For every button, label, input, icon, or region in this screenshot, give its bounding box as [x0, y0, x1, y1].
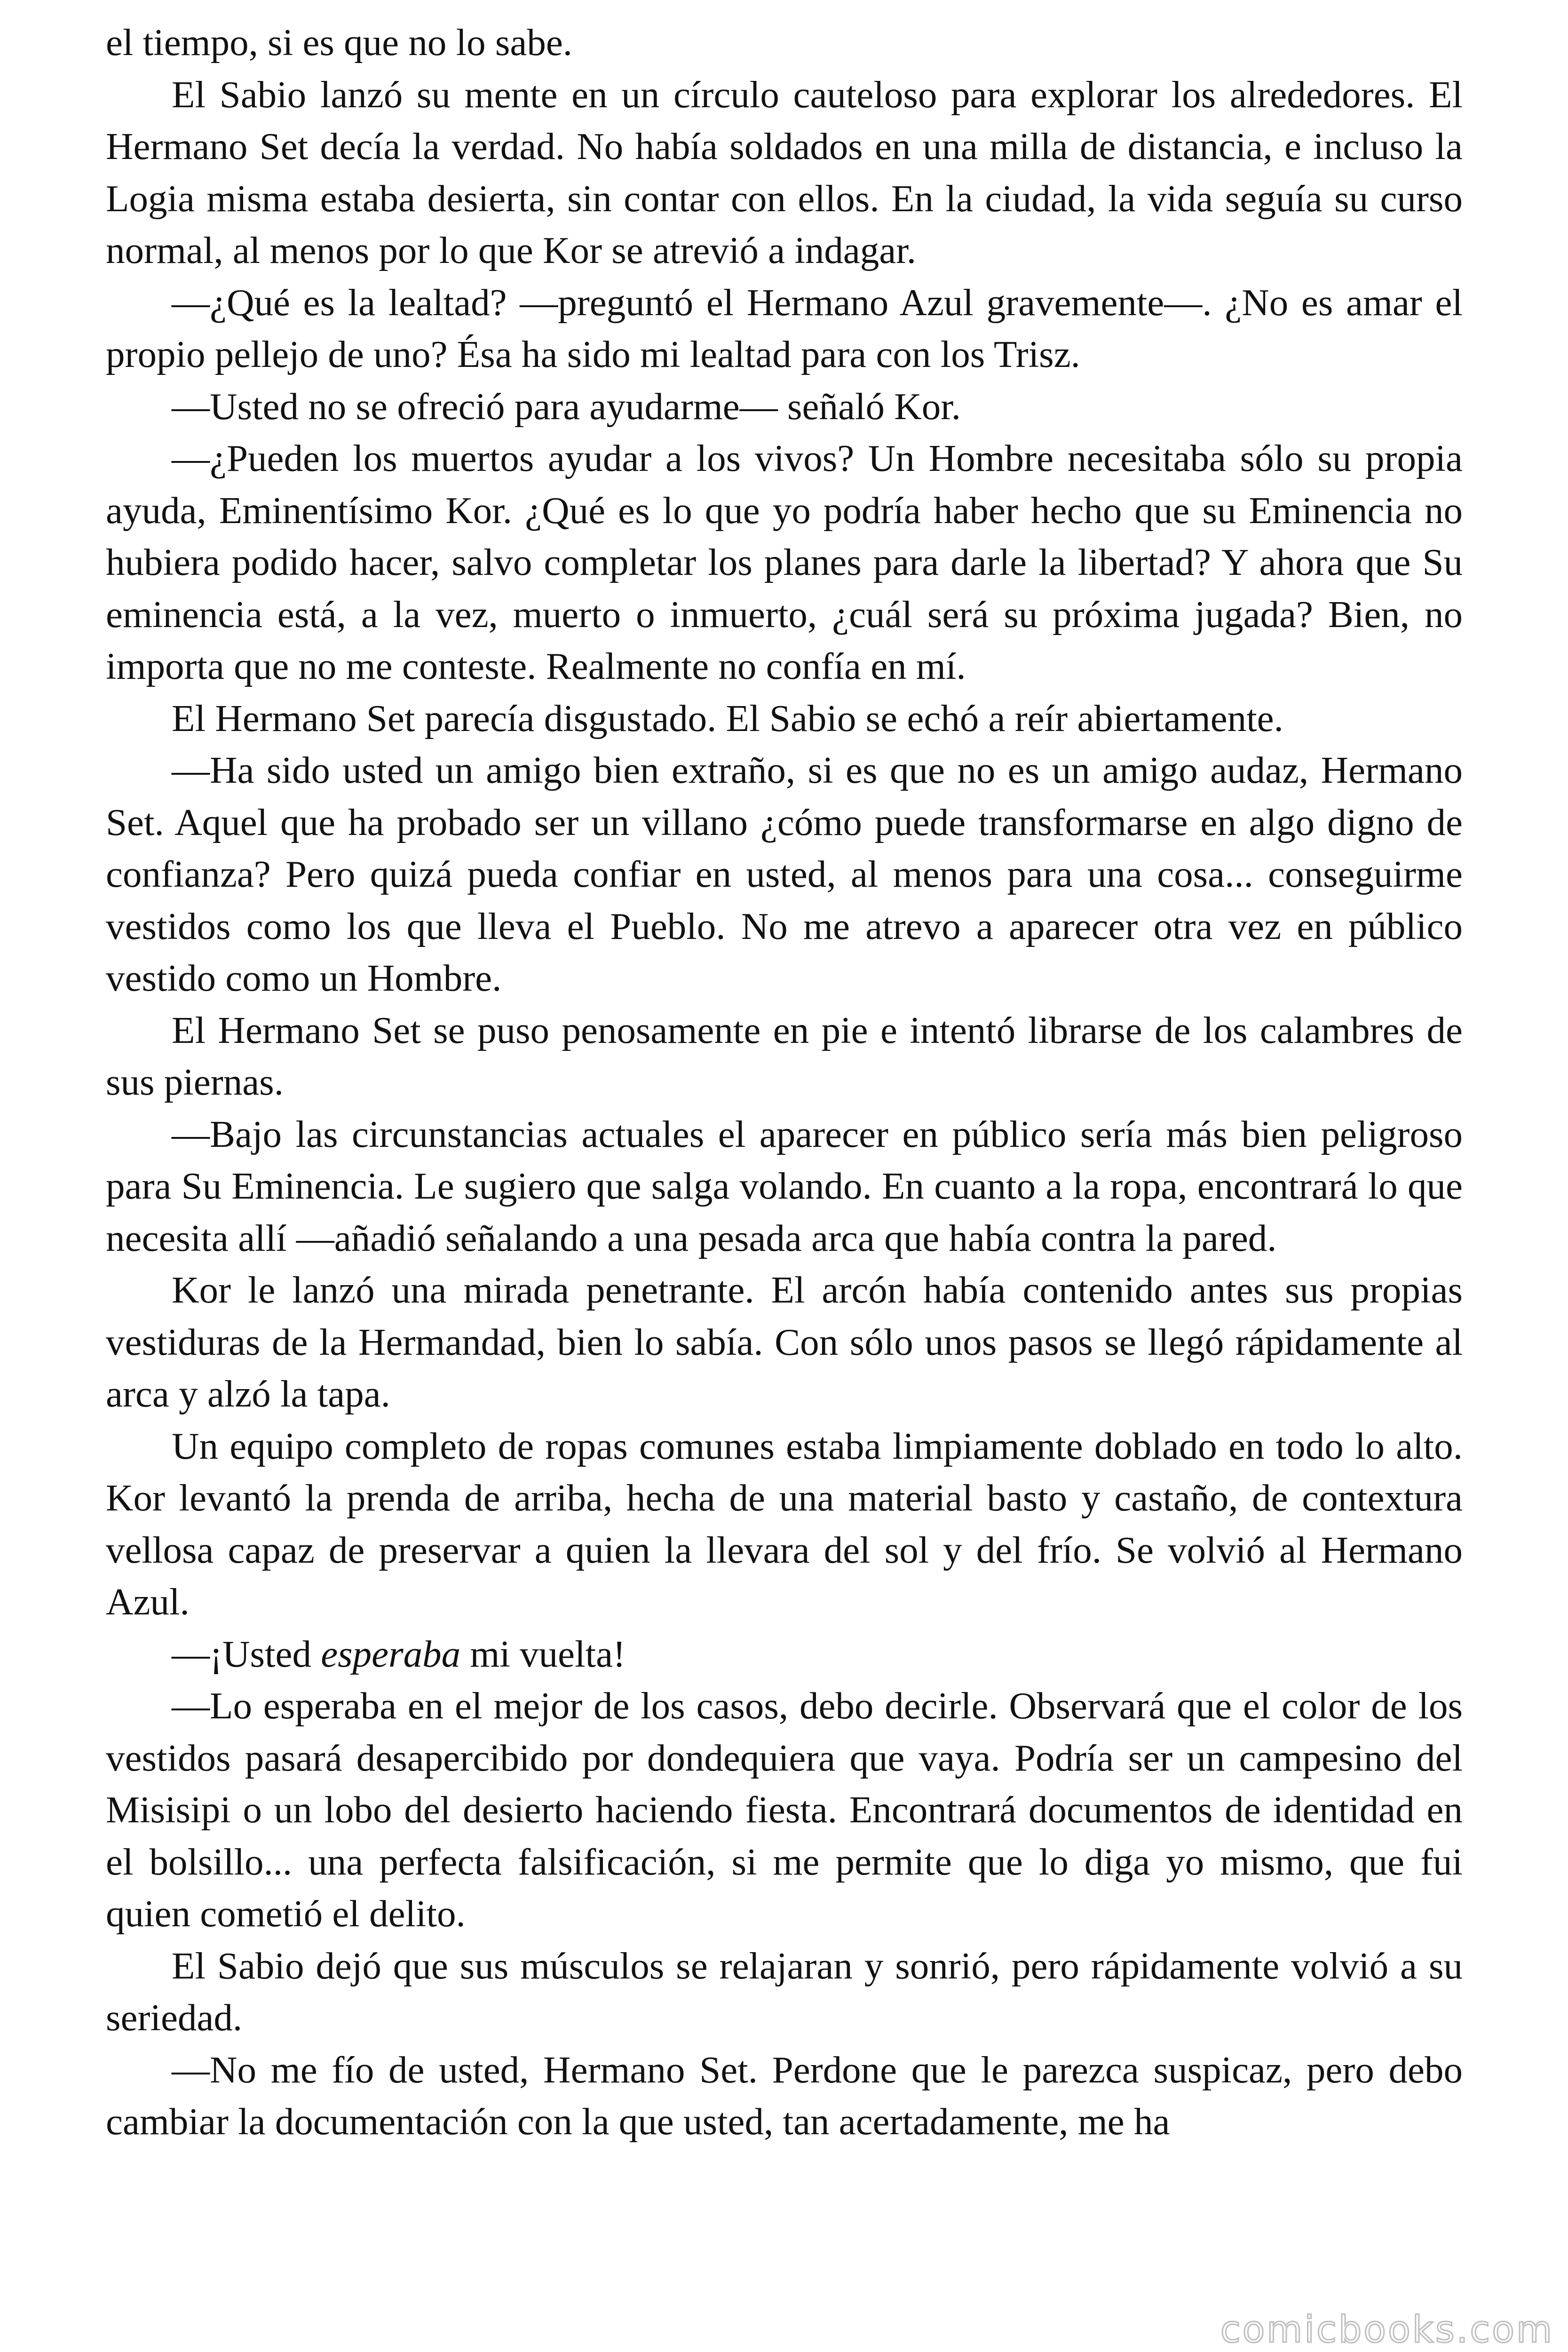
- paragraph-8: El Hermano Set se puso penosamente en pie e intentó librarse de los calambres de sus piernas.: [106, 1009, 1463, 1103]
- mixed-text-after: mi vuelta!: [460, 1632, 626, 1675]
- paragraph-4: —Usted no se ofreció para ayudarme— señaló Kor.: [172, 385, 961, 428]
- mixed-text-italic: esperaba: [321, 1632, 461, 1675]
- paragraph-2: El Sabio lanzó su mente en un círculo cauteloso para explorar los alrededores. El Hermano Set decía la verdad. No había soldados en una milla de distancia, e incluso la Logia misma estaba desierta, sin contar con ellos. En la ciudad, la vida seguía su curso normal, al menos por lo que Kor se atrevió a indagar.: [106, 73, 1463, 271]
- paragraph-7: —Ha sido usted un amigo bien extraño, si es que no es un amigo audaz, Hermano Set. Aquel que ha probado ser un villano ¿cómo puede transformarse en algo digno de confianza? Pero quizá pueda confiar en usted, al menos para una cosa... conseguirme vestidos como los que lleva el Pueblo. No me atrevo a aparecer otra vez en público vestido como un Hombre.: [106, 749, 1463, 999]
- paragraph-10: Kor le lanzó una mirada penetrante. El arcón había contenido antes sus propias vestiduras de la Hermandad, bien lo sabía. Con sólo unos pasos se llegó rápidamente al arca y alzó la tapa.: [106, 1269, 1463, 1415]
- paragraph-3: —¿Qué es la lealtad? —preguntó el Hermano Azul gravemente—. ¿No es amar el propio pellejo de uno? Ésa ha sido mi lealtad para con los Trisz.: [106, 281, 1463, 375]
- paragraph-11: Un equipo completo de ropas comunes estaba limpiamente doblado en todo lo alto. Kor levantó la prenda de arriba, hecha de una material basto y castaño, de contextura vellosa capaz de preservar a quien la llevara del sol y del frío. Se volvió al Hermano Azul.: [106, 1424, 1463, 1623]
- paragraph-13: —Lo esperaba en el mejor de los casos, debo decirle. Observará que el color de los vestidos pasará desapercibido por dondequiera que vaya. Podría ser un campesino del Misisipi o un lobo del desierto haciendo fiesta. Encontrará documentos de identidad en el bolsillo... una perfecta falsificación, si me permite que lo diga yo mismo, que fui quien cometió el delito.: [106, 1685, 1463, 1935]
- book-page: [106, 16, 1463, 2336]
- paragraph-14: El Sabio dejó que sus músculos se relajaran y sonrió, pero rápidamente volvió a su seriedad.: [106, 1944, 1463, 2039]
- watermark-text: comicbooks.com: [1220, 2309, 1554, 2351]
- paragraph-1: el tiempo, si es que no lo sabe.: [106, 21, 573, 64]
- paragraph-15: —No me fío de usted, Hermano Set. Perdone que le parezca suspicaz, pero debo cambiar la documentación con la que usted, tan acertadamente, me ha: [106, 2048, 1463, 2143]
- mixed-text-before: —¡Usted: [172, 1632, 321, 1675]
- paragraph-9: —Bajo las circunstancias actuales el aparecer en público sería más bien peligroso para Su Eminencia. Le sugiero que salga volando. En cuanto a la ropa, encontrará lo que necesita allí —añadió señalando a una pesada arca que había contra la pared.: [106, 1112, 1463, 1259]
- paragraph-5: —¿Pueden los muertos ayudar a los vivos? Un Hombre necesitaba sólo su propia ayuda, Eminentísimo Kor. ¿Qué es lo que yo podría haber hecho que su Eminencia no hubiera podido hacer, salvo completar los planes para darle la libertad? Y ahora que Su eminencia está, a la vez, muerto o inmuerto, ¿cuál será su próxima jugada? Bien, no importa que no me conteste. Realmente no confía en mí.: [106, 437, 1463, 687]
- paragraph-6: El Hermano Set parecía disgustado. El Sabio se echó a reír abiertamente.: [172, 697, 1283, 739]
- paragraph-12-mixed: [106, 1628, 1463, 1680]
